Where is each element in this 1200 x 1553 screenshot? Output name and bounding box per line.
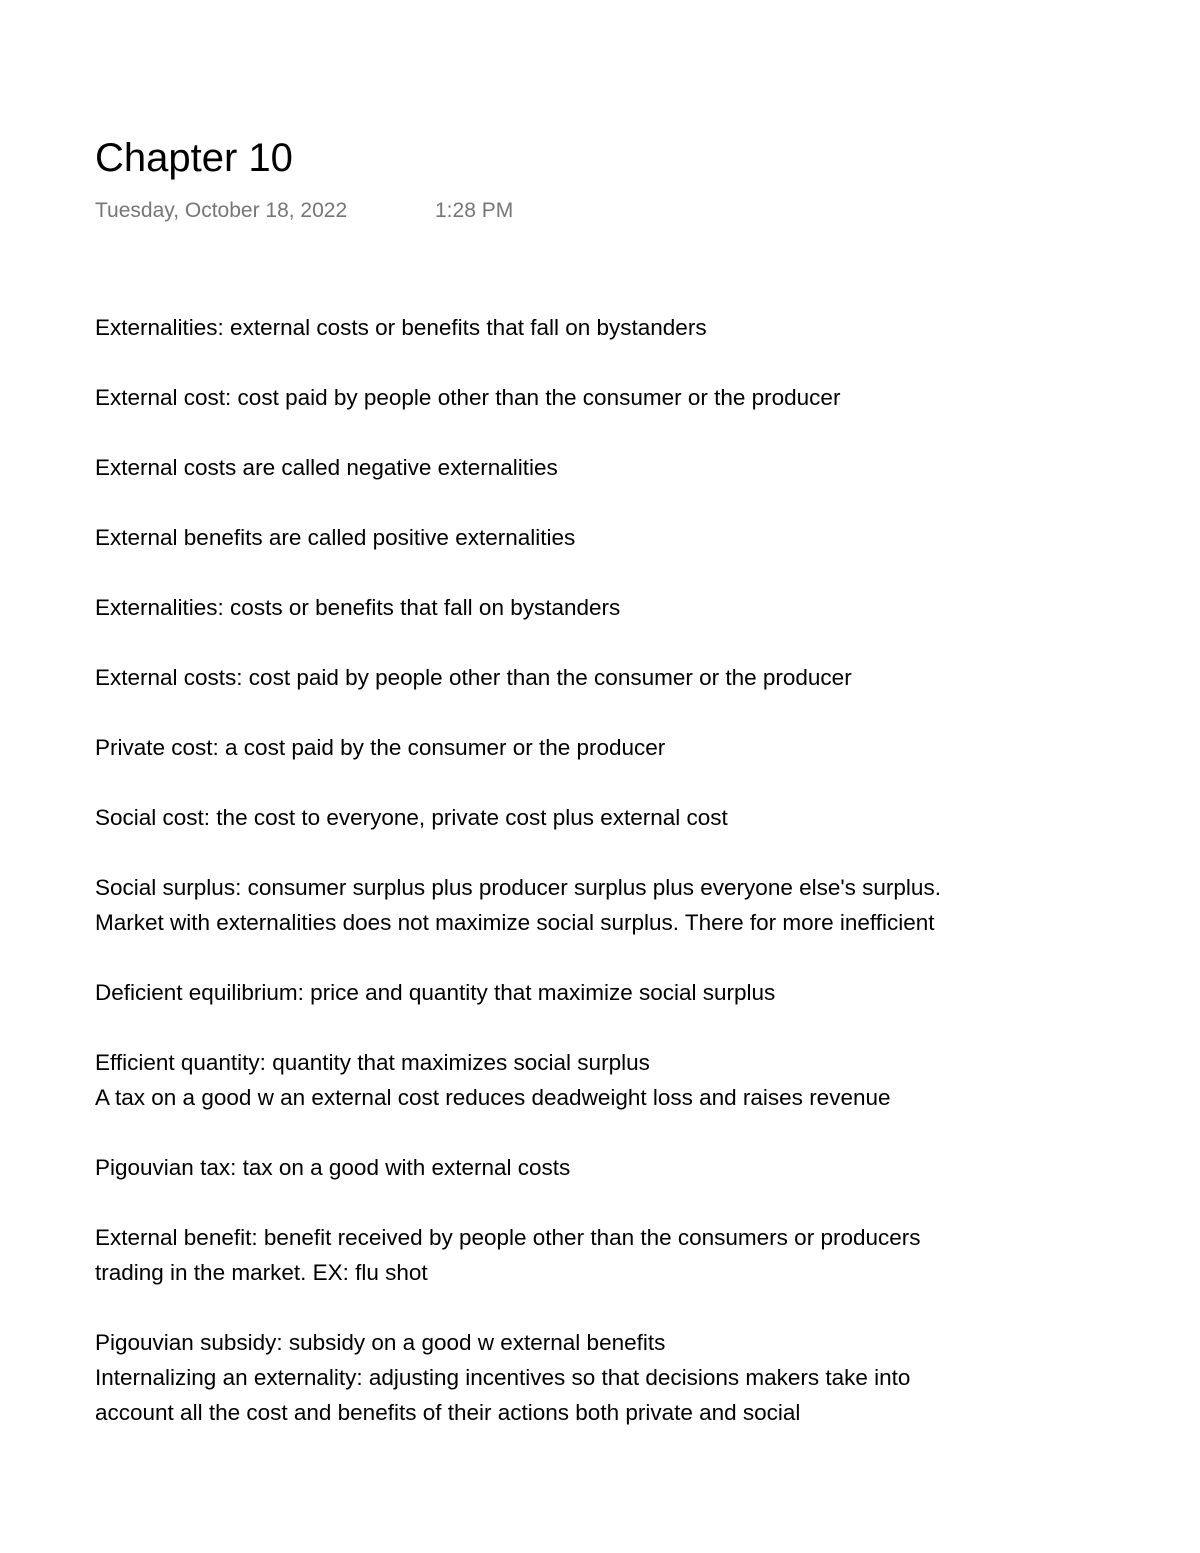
note-line: Internalizing an externality: adjusting incentives so that decisions makers take into	[95, 1365, 911, 1390]
note-paragraph	[95, 730, 1155, 765]
note-line: Pigouvian subsidy: subsidy on a good w external benefits	[95, 1330, 666, 1355]
note-line: Externalities: costs or benefits that fall on bystanders	[95, 595, 621, 620]
note-line: External cost: cost paid by people other than the consumer or the producer	[95, 385, 841, 410]
note-line: Market with externalities does not maximize social surplus. There for more inefficient	[95, 910, 935, 935]
note-page	[95, 130, 1155, 1465]
note-line: Private cost: a cost paid by the consumer or the producer	[95, 735, 666, 760]
note-paragraph	[95, 870, 1155, 940]
note-paragraph	[95, 380, 1155, 415]
note-paragraph	[95, 520, 1155, 555]
note-line: Pigouvian tax: tax on a good with external costs	[95, 1155, 571, 1180]
note-line: Deficient equilibrium: price and quantity that maximize social surplus	[95, 980, 776, 1005]
note-paragraph	[95, 450, 1155, 485]
note-date: Tuesday, October 18, 2022	[95, 199, 348, 222]
note-line: External costs are called negative externalities	[95, 455, 558, 480]
note-paragraph	[95, 1150, 1155, 1185]
page-title: Chapter 10	[95, 136, 293, 180]
note-time: 1:28 PM	[435, 199, 514, 222]
note-line: Efficient quantity: quantity that maximizes social surplus	[95, 1050, 650, 1075]
note-line: account all the cost and benefits of their actions both private and social	[95, 1400, 801, 1425]
note-paragraph	[95, 975, 1155, 1010]
note-paragraph	[95, 310, 1155, 345]
note-paragraph	[95, 660, 1155, 695]
note-line: External costs: cost paid by people other than the consumer or the producer	[95, 665, 852, 690]
note-paragraph	[95, 1045, 1155, 1115]
note-paragraph	[95, 1325, 1155, 1430]
note-paragraph	[95, 1220, 1155, 1290]
note-body	[95, 310, 1155, 1430]
note-line: Social cost: the cost to everyone, private cost plus external cost	[95, 805, 728, 830]
note-line: Externalities: external costs or benefits that fall on bystanders	[95, 315, 707, 340]
note-paragraph	[95, 590, 1155, 625]
note-line: trading in the market. EX: flu shot	[95, 1260, 428, 1285]
note-line: A tax on a good w an external cost reduces deadweight loss and raises revenue	[95, 1085, 891, 1110]
note-line: Social surplus: consumer surplus plus producer surplus plus everyone else's surplus.	[95, 875, 941, 900]
note-line: External benefits are called positive externalities	[95, 525, 576, 550]
note-line: External benefit: benefit received by people other than the consumers or producers	[95, 1225, 921, 1250]
note-paragraph	[95, 800, 1155, 835]
note-timestamp	[95, 196, 1155, 226]
